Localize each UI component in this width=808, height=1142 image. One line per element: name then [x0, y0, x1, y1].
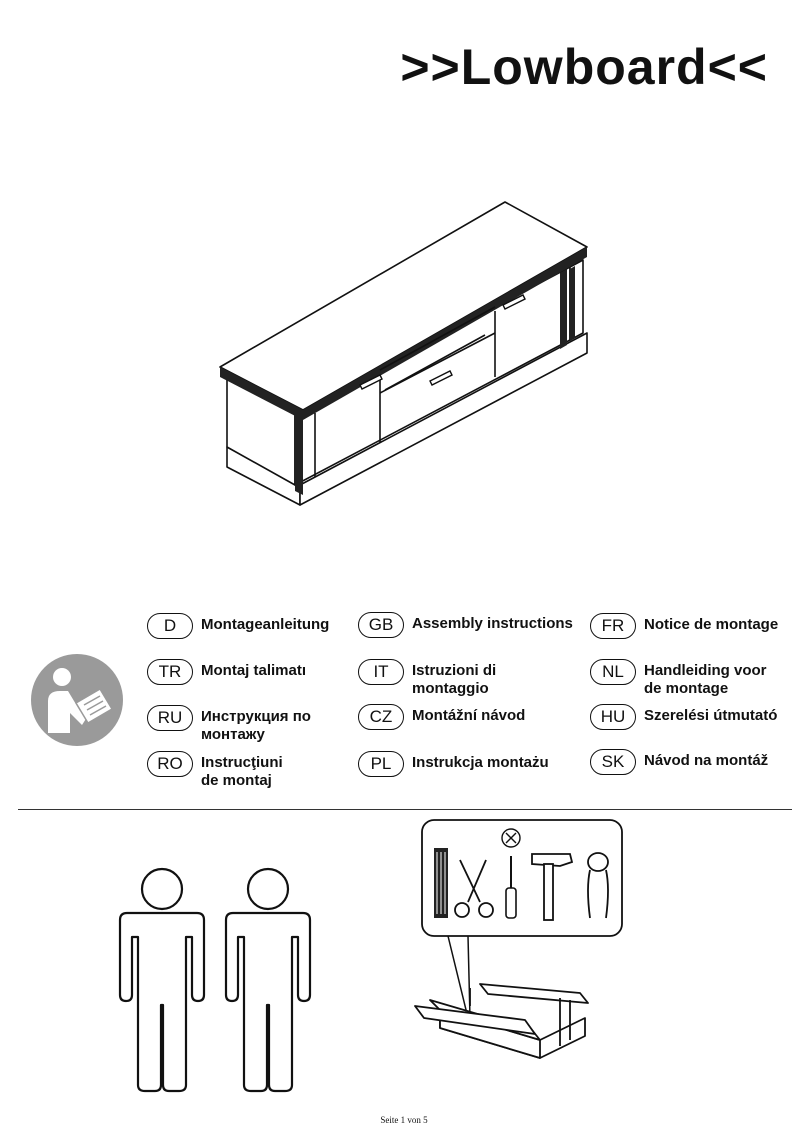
- lowboard-illustration: [215, 195, 595, 515]
- language-code: TR: [147, 659, 193, 685]
- language-entry: [147, 751, 301, 790]
- language-entry: [590, 659, 784, 698]
- language-label: Montaj talimatı: [201, 662, 307, 679]
- language-code: FR: [590, 613, 636, 639]
- language-label: Instrucţiuni de montaj: [201, 754, 283, 789]
- page-footer: Seite 1 von 5: [380, 1115, 428, 1125]
- language-label: Montageanleitung: [201, 616, 330, 633]
- language-label: Инструкция по монтажу: [201, 708, 311, 743]
- language-entry: [358, 659, 532, 698]
- language-label: Notice de montage: [644, 616, 779, 633]
- language-label: Instrukcja montażu: [412, 754, 549, 771]
- language-code: D: [147, 613, 193, 639]
- two-persons-illustration: [115, 865, 320, 1095]
- language-entry: [358, 704, 525, 730]
- read-manual-icon: [30, 653, 124, 747]
- language-entry: [147, 613, 329, 639]
- language-code: PL: [358, 751, 404, 777]
- ruler-icon: [434, 848, 448, 918]
- section-divider: [18, 809, 792, 810]
- tools-callout: [422, 820, 622, 936]
- language-code: HU: [590, 704, 636, 730]
- required-tools-illustration: [410, 818, 630, 1073]
- language-label: Handleiding voor de montage: [644, 662, 767, 697]
- language-code: RU: [147, 705, 193, 731]
- document-title: >>Lowboard<<: [400, 39, 768, 95]
- language-label: Assembly instructions: [412, 615, 573, 632]
- language-code: NL: [590, 659, 636, 685]
- language-label: Montážní návod: [412, 707, 526, 724]
- toolbox-icon: [415, 984, 588, 1058]
- language-entry: [147, 705, 311, 744]
- language-label: Istruzioni di montaggio: [412, 662, 497, 697]
- language-code: RO: [147, 751, 193, 777]
- language-entry: [590, 613, 778, 639]
- language-label: Szerelési útmutató: [644, 707, 778, 724]
- language-entry: [590, 749, 768, 775]
- person-icon: [226, 869, 310, 1091]
- person-icon: [120, 869, 204, 1091]
- language-code: CZ: [358, 704, 404, 730]
- language-entry: [358, 612, 573, 638]
- language-code: GB: [358, 612, 404, 638]
- language-code: SK: [590, 749, 636, 775]
- language-label: Návod na montáž: [644, 752, 769, 769]
- language-entry: [147, 659, 306, 685]
- language-entry: [358, 751, 549, 777]
- language-code: IT: [358, 659, 404, 685]
- language-entry: [590, 704, 777, 730]
